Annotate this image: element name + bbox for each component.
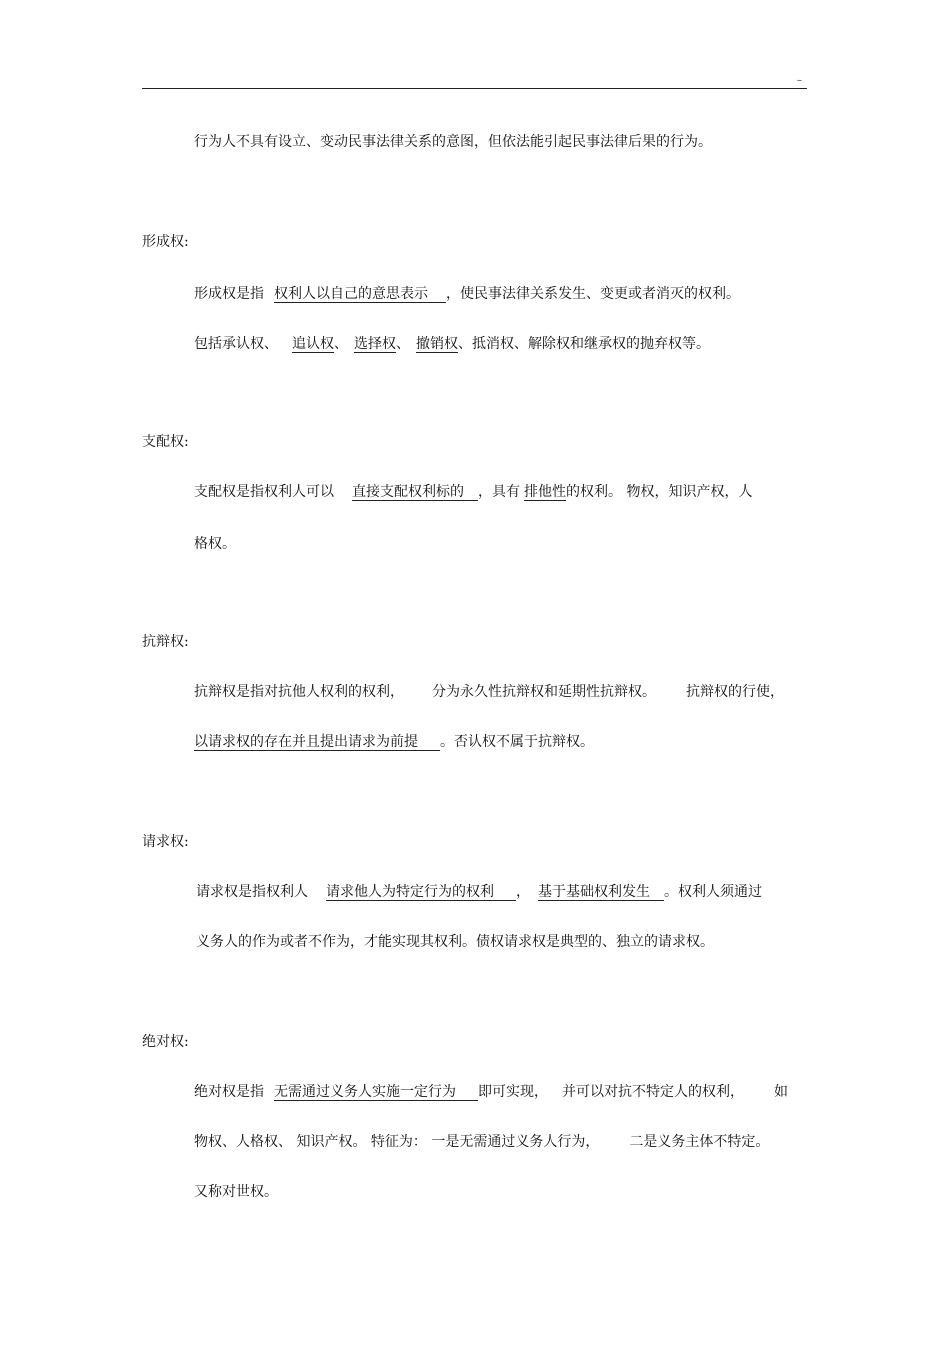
text: 的权利。 物权，知识产权，人: [566, 484, 753, 500]
heading-formation-right: 形成权:: [142, 234, 189, 250]
text: 如: [774, 1084, 788, 1100]
blank-answer: 无需通过义务人实施一定行为: [274, 1085, 478, 1101]
heading-defense-right: 抗辩权:: [142, 634, 189, 650]
blank-answer: 撤销权: [416, 336, 458, 352]
heading-absolute-right: 绝对权:: [142, 1034, 189, 1050]
blank-answer: 以请求权的存在并且提出请求为前提: [194, 735, 440, 751]
text: ，: [516, 884, 530, 900]
claim-right-line-1: [196, 883, 762, 901]
text: 二是义务主体不特定。: [629, 1134, 770, 1150]
defense-right-line-1: [194, 683, 784, 701]
absolute-right-line-1: [194, 1083, 788, 1101]
blank-answer: 基于基础权利发生: [538, 885, 664, 901]
formation-right-line-2: [194, 335, 710, 353]
defense-right-line-2: [194, 733, 594, 751]
text: ，使民事法律关系发生、变更或者消灭的权利。: [446, 286, 740, 302]
blank-answer: 请求他人为特定行为的权利: [326, 885, 516, 901]
text: 包括承认权、: [194, 336, 278, 352]
blank-answer: 选择权: [354, 336, 396, 352]
absolute-right-line-2: [194, 1133, 769, 1151]
text: 形成权是指: [194, 286, 264, 302]
text: 。否认权不属于抗辩权。: [440, 734, 594, 750]
text: 分为永久性抗辩权和延期性抗辩权。: [432, 684, 656, 700]
dominion-right-line-2: 格权。: [194, 536, 236, 552]
blank-answer: 权利人以自己的意思表示: [274, 287, 446, 303]
text: 抗辩权的行使，: [686, 684, 784, 700]
intro-paragraph: 行为人不具有设立、变动民事法律关系的意图，但依法能引起民事法律后果的行为。: [194, 134, 712, 150]
text: 物权、人格权、 知识产权。 特征为： 一是无需通过义务人行为，: [194, 1134, 600, 1150]
text: 、: [396, 336, 410, 352]
text: ，具有: [478, 484, 520, 500]
dominion-right-line-1: [194, 483, 752, 501]
text: 。权利人须通过: [664, 884, 762, 900]
heading-claim-right: 请求权:: [142, 834, 189, 850]
claim-right-line-2: 义务人的作为或者不作为，才能实现其权利。债权请求权是典型的、独立的请求权。: [196, 934, 714, 950]
header-rule: [142, 88, 807, 89]
text: 、: [334, 336, 348, 352]
text: 即可实现，: [478, 1084, 548, 1100]
text: 并可以对抗不特定人的权利，: [562, 1084, 744, 1100]
text: 、抵消权、解除权和继承权的抛弃权等。: [458, 336, 710, 352]
blank-answer: 直接支配权利标的: [352, 485, 478, 501]
header-mark: –: [797, 75, 802, 86]
absolute-right-line-3: 又称对世权。: [194, 1184, 278, 1200]
text: 请求权是指权利人: [196, 884, 308, 900]
text: 抗辩权是指对抗他人权利的权利，: [194, 684, 404, 700]
blank-answer: 追认权: [292, 336, 334, 352]
heading-dominion-right: 支配权:: [142, 434, 189, 450]
formation-right-line-1: [194, 285, 740, 303]
text: 绝对权是指: [194, 1084, 264, 1100]
text: 支配权是指权利人可以: [194, 484, 334, 500]
blank-answer: 排他性: [524, 484, 566, 500]
